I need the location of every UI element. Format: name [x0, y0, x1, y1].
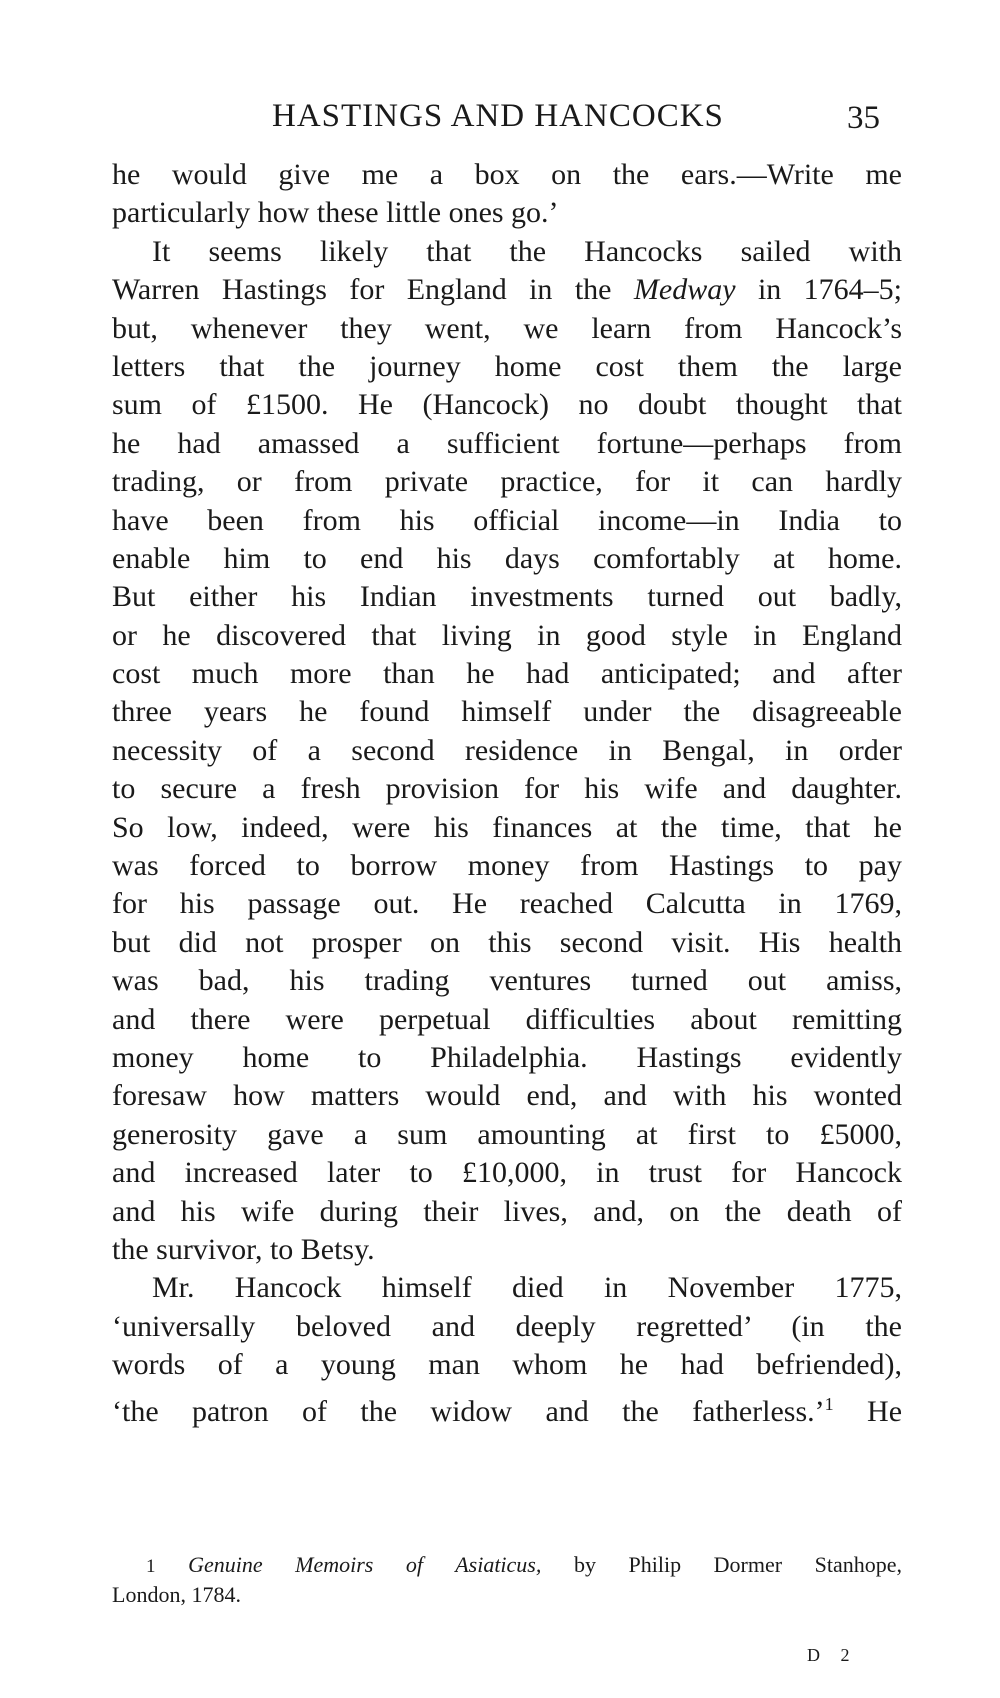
footnote-title: Genuine Memoirs of Asiaticus,: [188, 1552, 542, 1577]
text-line: but did not prosper on this second visit. His health: [112, 925, 902, 959]
text-line: trading, or from private practice, for it can hardly: [112, 465, 902, 499]
text-line: Mr. Hancock himself died in November 1775,: [152, 1271, 902, 1305]
page-number: 35: [847, 100, 880, 136]
footnote-line: London, 1784.: [112, 1582, 241, 1607]
text-line: foresaw how matters would end, and with his wonted: [112, 1079, 902, 1113]
body-text: [112, 156, 903, 1428]
text-line: the survivor, to Betsy.: [112, 1232, 375, 1266]
text-line: was forced to borrow money from Hastings to pay: [112, 849, 902, 883]
text-line: was bad, his trading ventures turned out amiss,: [112, 964, 902, 998]
text-line: But either his Indian investments turned out badly,: [112, 580, 902, 614]
ship-name: Medway: [633, 273, 736, 307]
text-line: [112, 271, 902, 309]
footnote-reference[interactable]: 1: [824, 1393, 834, 1414]
text-line: enable him to end his days comfortably at home.: [112, 541, 902, 575]
text-line: cost much more than he had anticipated; and after: [112, 657, 902, 691]
text-segment: in 1764–5;: [757, 273, 903, 307]
text-segment: He: [867, 1394, 903, 1428]
signature-mark: D 2: [807, 1645, 858, 1665]
text-line: So low, indeed, were his finances at the time, that he: [112, 810, 902, 844]
text-line: [112, 1385, 903, 1428]
text-line: ‘universally beloved and deeply regretted’ (in the: [112, 1309, 902, 1343]
text-line: and his wife during their lives, and, on the death of: [112, 1194, 902, 1228]
text-line: he had amassed a sufficient fortune—perhaps from: [112, 426, 902, 460]
running-title: HASTINGS AND HANCOCKS: [272, 98, 724, 134]
text-line: letters that the journey home cost them the large: [112, 349, 902, 383]
footnote-line: [112, 1550, 902, 1580]
text-line: but, whenever they went, we learn from Hancock’s: [112, 311, 902, 345]
text-line: three years he found himself under the disagreeable: [112, 695, 902, 729]
text-segment: ‘the patron of the widow and the fatherless.’: [112, 1394, 825, 1428]
footnote-text: by Philip Dormer Stanhope,: [573, 1552, 902, 1577]
text-line: necessity of a second residence in Bengal, in order: [112, 733, 902, 767]
text-line: and there were perpetual difficulties about remitting: [112, 1002, 902, 1036]
text-line: and increased later to £10,000, in trust for Hancock: [112, 1156, 902, 1190]
text-line: to secure a fresh provision for his wife and daughter.: [112, 772, 902, 806]
text-line: It seems likely that the Hancocks sailed with: [152, 234, 902, 268]
text-line: or he discovered that living in good style in England: [112, 618, 902, 652]
text-segment: Warren Hastings for England in the: [112, 273, 612, 307]
running-head: [0, 94, 1000, 138]
footnote: [112, 1550, 902, 1610]
text-line: particularly how these little ones go.’: [112, 196, 559, 230]
text-line: he would give me a box on the ears.—Write me: [112, 158, 902, 191]
text-line: for his passage out. He reached Calcutta in 1769,: [112, 887, 902, 921]
text-line: sum of £1500. He (Hancock) no doubt thought that: [112, 388, 902, 422]
text-line: money home to Philadelphia. Hastings evidently: [112, 1040, 902, 1074]
footnote-marker: 1: [146, 1556, 156, 1577]
text-line: have been from his official income—in India to: [112, 503, 902, 537]
text-line: words of a young man whom he had befriended),: [112, 1348, 902, 1382]
text-line: generosity gave a sum amounting at first to £5000,: [112, 1117, 902, 1151]
